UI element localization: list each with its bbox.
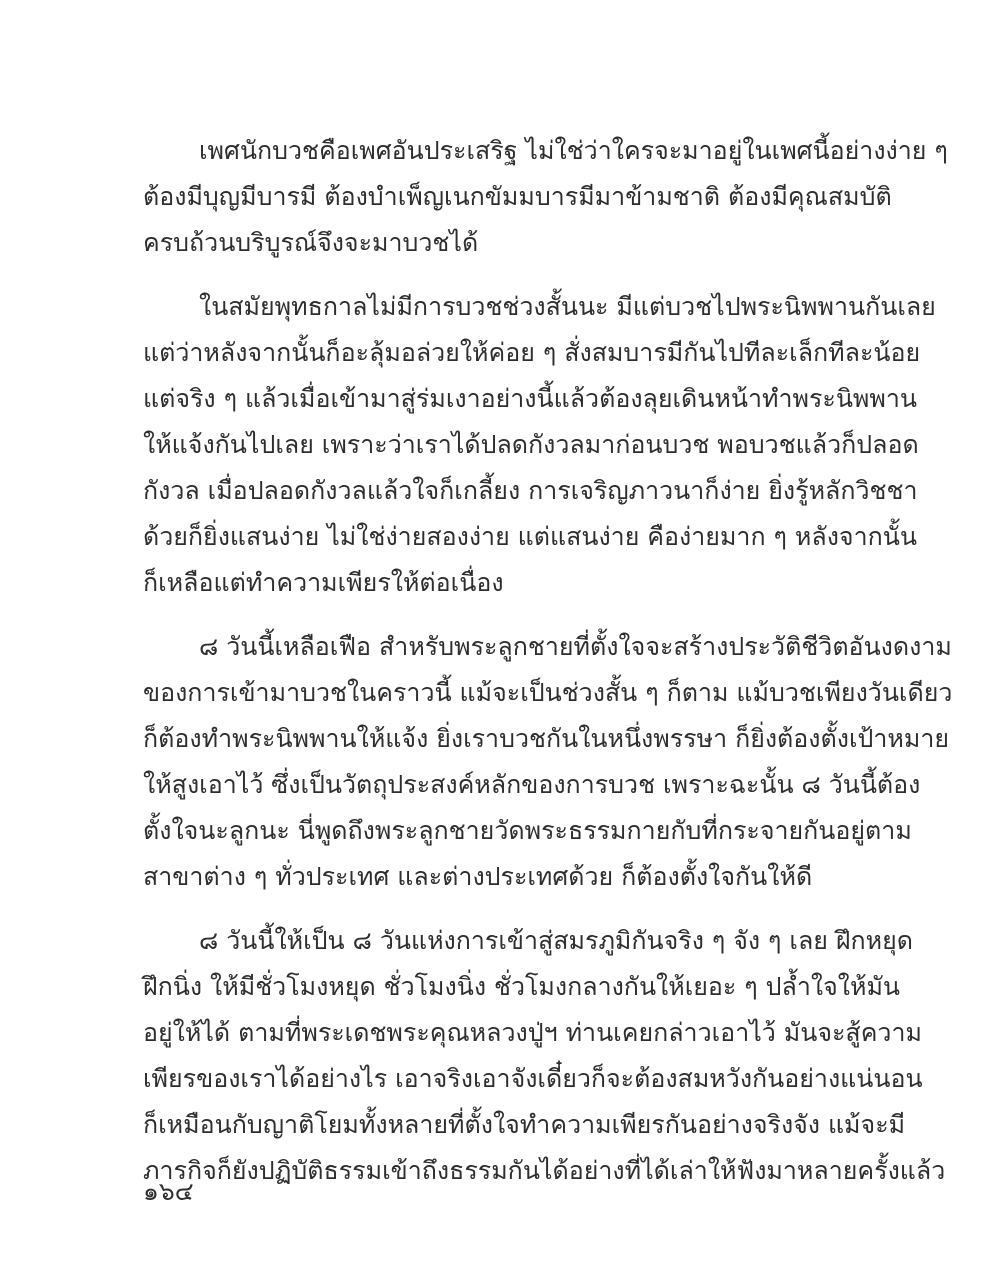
text-line: สาขาต่าง ๆ ทั่วประเทศ และต่างประเทศด้วย ก็ต้องตั้งใจกันให้ดี [143,862,813,891]
text-line: ฝึกนิ่ง ให้มีชั่วโมงหยุด ชั่วโมงนิ่ง ชั่วโมงกลางกันให้เยอะ ๆ ปล้ำใจให้มัน [143,972,901,1001]
page-number: ๑๖๔ [143,1177,194,1206]
paragraph-1 [143,128,948,266]
text-line: ๘ วันนี้ให้เป็น ๘ วันแห่งการเข้าสู่สมรภูมิกันจริง ๆ จัง ๆ เลย ฝึกหยุด [199,926,914,955]
body-text [143,128,953,1212]
text-line: แต่จริง ๆ แล้วเมื่อเข้ามาสู่ร่มเงาอย่างนี้แล้วต้องลุยเดินหน้าทำพระนิพพาน [143,384,918,413]
text-line: เพียรของเราได้อย่างไร เอาจริงเอาจังเดี๋ยวก็จะต้องสมหวังกันอย่างแน่นอน [143,1064,923,1093]
text-line: ของการเข้ามาบวชในคราวนี้ แม้จะเป็นช่วงสั้น ๆ ก็ตาม แม้บวชเพียงวันเดียว [143,678,953,707]
text-line: ก็เหลือแต่ทำความเพียรให้ต่อเนื่อง [143,568,504,597]
text-line: ให้สูงเอาไว้ ซึ่งเป็นวัตถุประสงค์หลักของการบวช เพราะฉะนั้น ๘ วันนี้ต้อง [143,770,921,799]
paragraph-4 [143,918,946,1194]
text-line: ครบถ้วนบริบูรณ์จึงจะมาบวชได้ [143,228,479,257]
text-line: กังวล เมื่อปลอดกังวลแล้วใจก็เกลี้ยง การเจริญภาวนาก็ง่าย ยิ่งรู้หลักวิชชา [143,476,918,505]
text-line: แต่ว่าหลังจากนั้นก็อะลุ้มอล่วยให้ค่อย ๆ สั่งสมบารมีกันไปทีละเล็กทีละน้อย [143,338,921,367]
text-line: อยู่ให้ได้ ตามที่พระเดชพระคุณหลวงปู่ฯ ท่านเคยกล่าวเอาไว้ มันจะสู้ความ [143,1018,922,1047]
text-line: ก็ต้องทำพระนิพพานให้แจ้ง ยิ่งเราบวชกันในหนึ่งพรรษา ก็ยิ่งต้องตั้งเป้าหมาย [143,724,950,753]
paragraph-2 [143,284,936,606]
paragraph-3 [143,624,953,900]
text-line: เพศนักบวชคือเพศอันประเสริฐ ไม่ใช่ว่าใครจะมาอยู่ในเพศนี้อย่างง่าย ๆ [199,136,948,165]
text-line: ด้วยก็ยิ่งแสนง่าย ไม่ใช่ง่ายสองง่าย แต่แสนง่าย คือง่ายมาก ๆ หลังจากนั้น [143,522,917,551]
text-line: ภารกิจก็ยังปฏิบัติธรรมเข้าถึงธรรมกันได้อย่างที่ได้เล่าให้ฟังมาหลายครั้งแล้ว [143,1156,946,1185]
text-line: ให้แจ้งกันไปเลย เพราะว่าเราได้ปลดกังวลมาก่อนบวช พอบวชแล้วก็ปลอด [143,430,919,459]
text-line: ๘ วันนี้เหลือเฟือ สำหรับพระลูกชายที่ตั้งใจจะสร้างประวัติชีวิตอันงดงาม [199,632,952,661]
text-line: ก็เหมือนกับญาติโยมทั้งหลายที่ตั้งใจทำความเพียรกันอย่างจริงจัง แม้จะมี [143,1110,906,1139]
text-line: ต้องมีบุญมีบารมี ต้องบำเพ็ญเนกขัมมบารมีมาข้ามชาติ ต้องมีคุณสมบัติ [143,182,892,211]
text-line: ตั้งใจนะลูกนะ นี่พูดถึงพระลูกชายวัดพระธรรมกายกับที่กระจายกันอยู่ตาม [143,816,912,845]
text-line: ในสมัยพุทธกาลไม่มีการบวชช่วงสั้นนะ มีแต่บวชไปพระนิพพานกันเลย [199,292,936,321]
